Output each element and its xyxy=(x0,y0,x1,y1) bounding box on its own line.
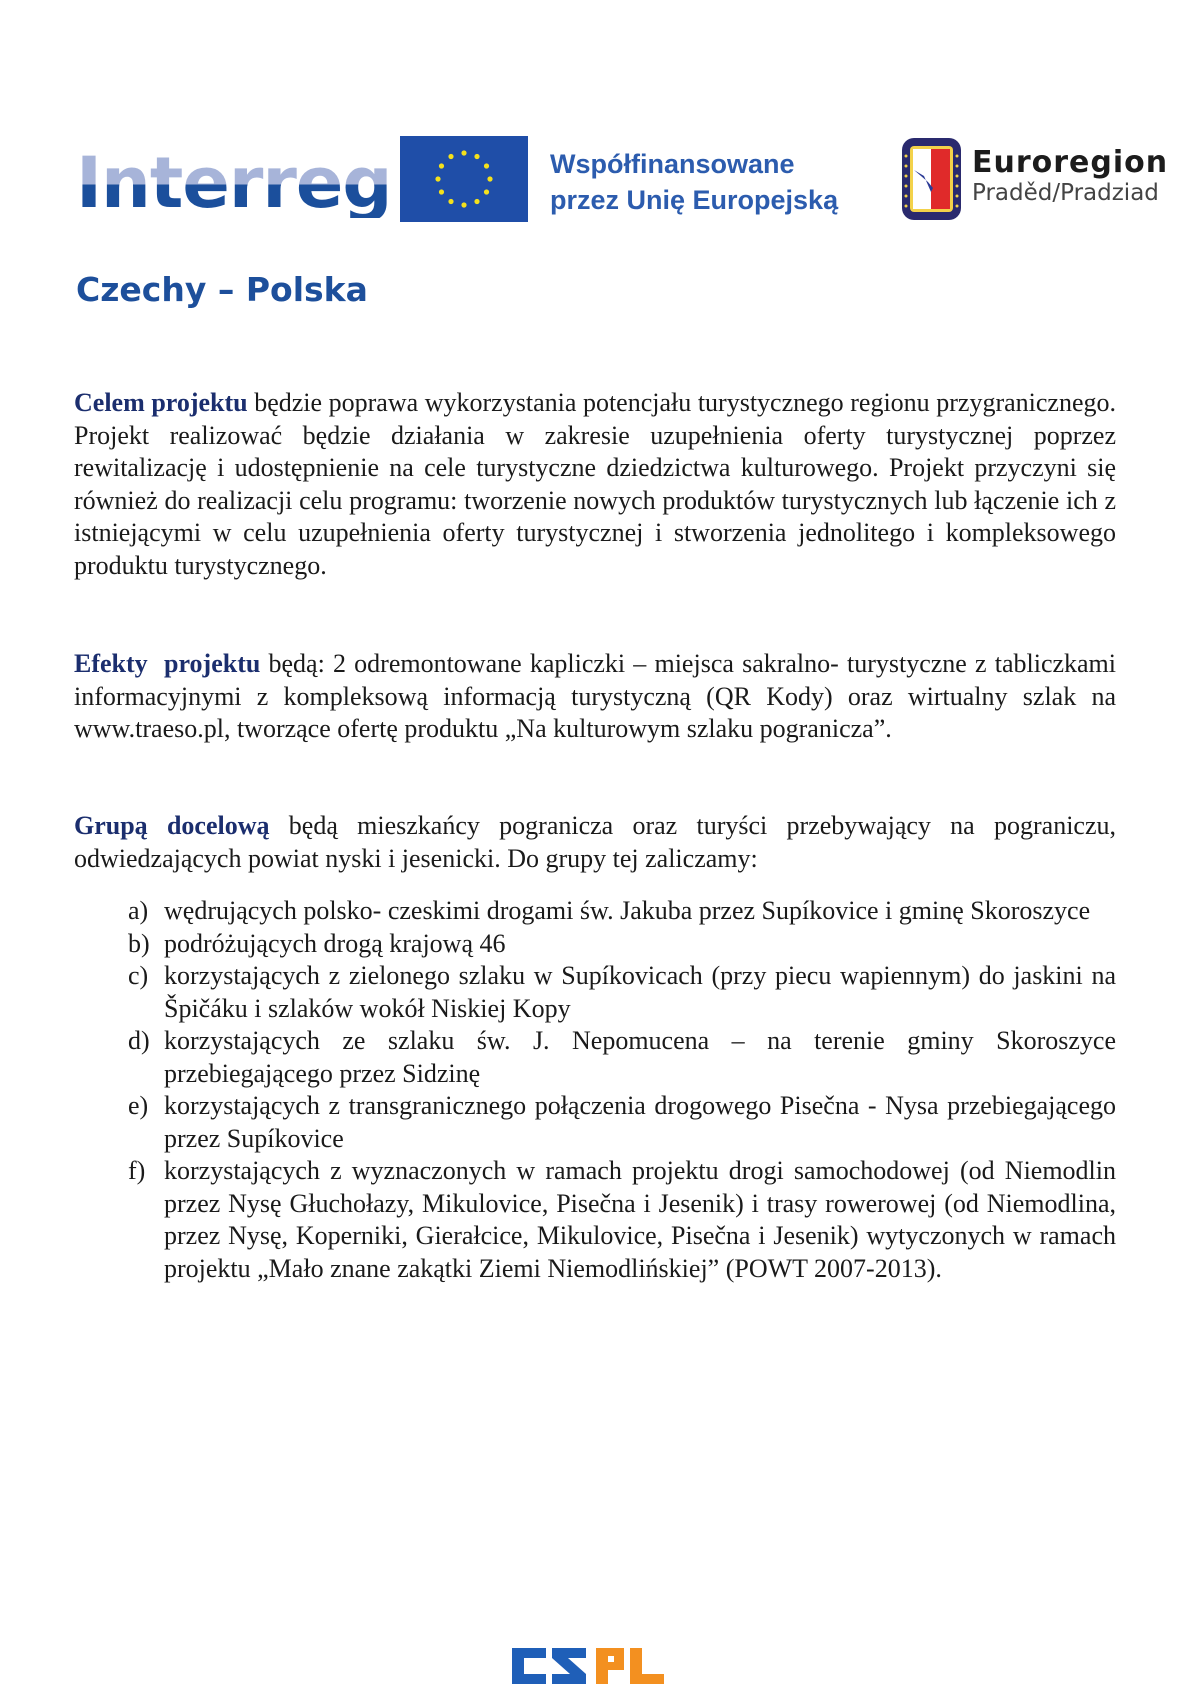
euroregion-subname: Praděd/Pradziad xyxy=(972,180,1159,206)
cofinancing-text xyxy=(550,146,838,218)
goal-heading: Celem projektu xyxy=(74,388,248,417)
list-item-text: korzystających z zielonego szlaku w Supíkovicach (przy piecu wapiennym) do jaskini na Špičáku i szlaków wokół Niskiej Kopy xyxy=(164,961,1116,1023)
effects-heading: Efekty projektu xyxy=(74,649,261,678)
eu-star-icon xyxy=(461,150,466,155)
eu-star-icon xyxy=(439,163,444,168)
target-group-heading: Grupą docelową xyxy=(74,811,270,840)
list-marker: a) xyxy=(128,896,149,925)
target-group-paragraph xyxy=(74,810,1116,875)
cofinancing-line-1: Współfinansowane xyxy=(550,149,795,179)
list-marker: e) xyxy=(128,1091,149,1120)
cofinancing-line-2: przez Unię Europejską xyxy=(550,185,839,215)
goal-paragraph xyxy=(74,387,1116,582)
eu-star-icon xyxy=(461,202,466,207)
list-item-text: wędrujących polsko- czeskimi drogami św. Jakuba przez Supíkovice i gminę Skoroszyce xyxy=(164,896,1091,925)
interreg-logo: Interreg xyxy=(76,142,392,224)
cz-pl-p-shape xyxy=(596,1648,624,1684)
target-group-text: będą mieszkańcy pogranicza oraz turyści przebywający na pograniczu, odwiedzających powiat nyski i jesenicki. Do grupy tej zaliczamy: xyxy=(74,811,1117,873)
eu-star-icon xyxy=(484,163,489,168)
cz-pl-c-shape xyxy=(512,1648,546,1684)
eu-star-icon xyxy=(474,154,479,159)
eu-star-icon xyxy=(439,189,444,194)
eu-star-icon xyxy=(484,189,489,194)
cz-pl-z-shape xyxy=(552,1648,586,1684)
eu-star-icon xyxy=(435,176,440,181)
program-subtitle: Czechy – Polska xyxy=(76,270,368,309)
list-item-text: korzystających ze szlaku św. J. Nepomucena – na terenie gminy Skoroszyce przebiegającego przez Sidzinę xyxy=(164,1026,1116,1088)
eu-star-icon xyxy=(474,199,479,204)
list-marker: c) xyxy=(128,961,149,990)
eu-flag-icon xyxy=(400,136,528,222)
list-marker: f) xyxy=(128,1156,146,1185)
cz-pl-logo xyxy=(512,1648,664,1684)
euroregion-emblem-icon xyxy=(900,136,963,222)
list-item xyxy=(128,928,1116,961)
list-item xyxy=(128,1155,1116,1285)
list-item-text: korzystających z transgranicznego połączenia drogowego Pisečna - Nysa przebiegającego przez Supíkovice xyxy=(164,1091,1116,1153)
list-marker: b) xyxy=(128,928,150,958)
effects-text: będą: 2 odremontowane kapliczki – miejsca sakralno- turystyczne z tabliczkami informacyjnymi z kompleksową informacją turystyczną (QR Kody) oraz wirtualny szlak na www.traeso.pl, tworzące ofertę produktu „Na kulturowym szlaku pogranicza”. xyxy=(74,649,1117,743)
list-item xyxy=(128,895,1116,928)
eu-star-icon xyxy=(487,176,492,181)
list-item xyxy=(128,1090,1116,1155)
goal-text: będzie poprawa wykorzystania potencjału turystycznego regionu przygranicznego. Projekt realizować będzie działania w zakresie uzupełnienia oferty turystycznej poprzez rewitalizację i udostępnienie na cele turystyczne dziedzictwa kulturowego. Projekt przyczyni się również do realizacji celu programu: tworzenie nowych produktów turystycznych lub łączenie ich z istniejącymi w celu uzupełnienia oferty turystycznej i stworzenia jednolitego i kompleksowego produktu turystycznego. xyxy=(74,388,1117,580)
cz-pl-l-shape xyxy=(630,1648,664,1684)
target-group-list xyxy=(128,895,1116,1285)
eu-stars-circle xyxy=(400,136,528,222)
list-item-text: korzystających z wyznaczonych w ramach projektu drogi samochodowej (od Niemodlin przez Nysę Głuchołazy, Mikulovice, Pisečna i Jesenik) i trasy rowerowej (od Niemodlina, przez Nysę, Koperniki, Gierałcice, Mikulovice, Pisečna i Jesenik) wytyczonych w ramach projektu „Mało znane zakątki Ziemi Niemodlińskiej” (POWT 2007-2013). xyxy=(164,1156,1116,1283)
list-item xyxy=(128,960,1116,1025)
eu-star-icon xyxy=(448,199,453,204)
list-marker: d) xyxy=(128,1026,150,1055)
effects-paragraph xyxy=(74,648,1116,746)
list-item-text: podróżujących drogą krajową 46 xyxy=(164,928,506,958)
eu-star-icon xyxy=(448,154,453,159)
list-item xyxy=(128,1025,1116,1090)
euroregion-name: Euroregion xyxy=(972,145,1169,180)
